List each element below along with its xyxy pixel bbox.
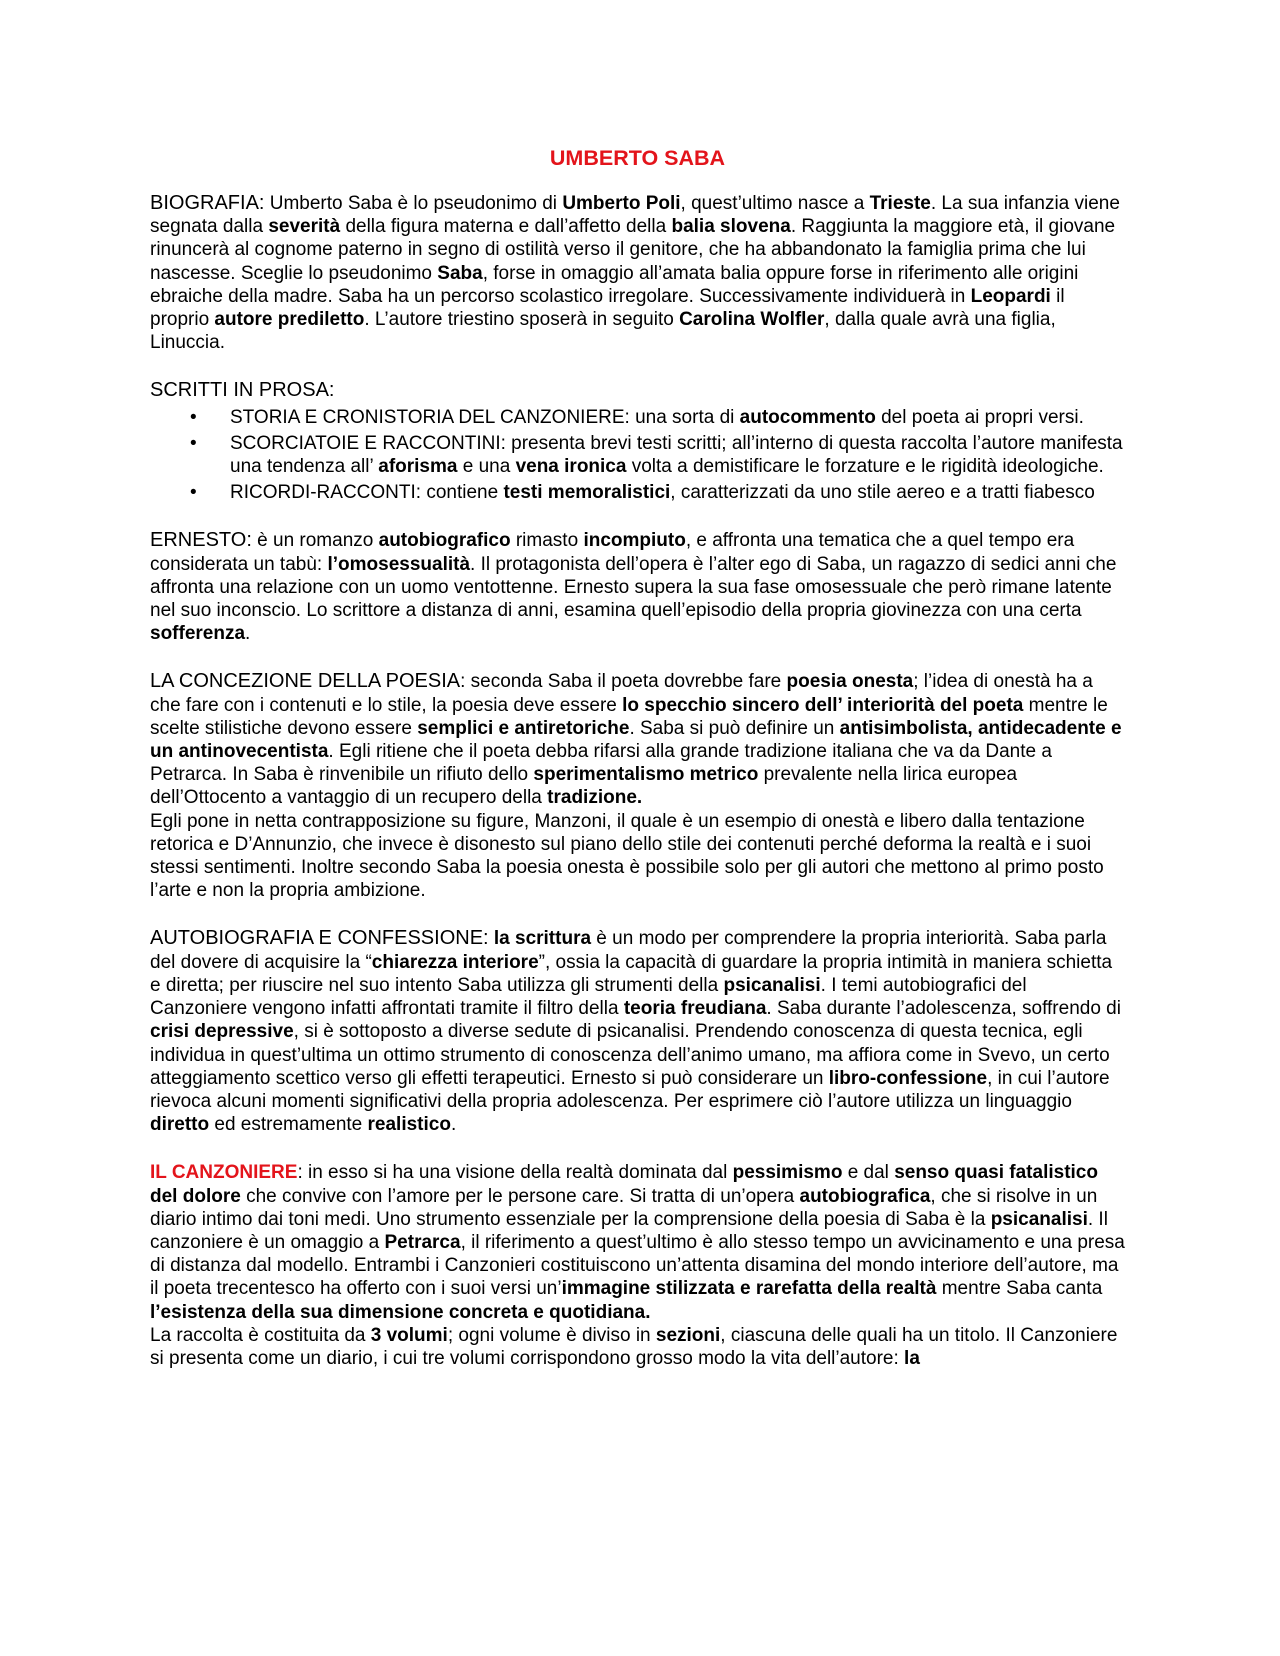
bold-text: incompiuto [583, 530, 686, 552]
bold-text: immagine stilizzata e rarefatta della realtà [561, 1278, 937, 1300]
text-run: . Egli ritiene che il poeta debba rifarsi alla grande tradizione italiana che va da Dante a Petrarca. In Saba è rinvenibile un rifiuto dello [150, 741, 1052, 786]
text-run: del poeta ai propri versi. [875, 406, 1084, 428]
paragraph-ernesto [150, 529, 1125, 645]
bold-text: Leopardi [970, 285, 1051, 307]
bold-text: Trieste [869, 193, 931, 214]
bold-text: l’omosessualità [327, 553, 471, 575]
text-run: volta a demistificare le forzature e le rigidità ideologiche. [626, 456, 1104, 478]
text-run: Egli pone in netta contrapposizione su figure, Manzoni, il quale è un esempio di onestà e libero dalla tentazione retorica e D’Annunzio, che invece è disonesto sul piano dello stile dei contenuti perché deforma la realtà e i suoi stessi sentimenti. Inoltre secondo Saba la poesia onesta è possibile solo per gli autori che mettono al primo posto l’arte e non la propria ambizione. [150, 810, 1104, 902]
list-item-text [230, 433, 1123, 477]
heading-scritti-in-prosa: SCRITTI IN PROSA: [150, 379, 335, 402]
document-title: UMBERTO SABA [549, 146, 726, 170]
list-item-ricordi-racconti [190, 481, 1125, 504]
bold-text: vena ironica [515, 456, 627, 478]
bold-text: Petrarca [384, 1231, 461, 1253]
bold-text: l’esistenza della sua dimensione concreta e quotidiana. [150, 1301, 651, 1323]
text-run: , e affronta una tematica che a quel tempo era considerata un tabù: [150, 530, 1075, 575]
text-run: , forse in omaggio all’amata balia oppure forse in riferimento alle origini ebraiche della madre. Saba ha un percorso scolastico irregolare. Successivamente individuerà in [150, 262, 1079, 307]
document-page [150, 144, 1125, 1370]
text-run: che convive con l’amore per le persone care. Si tratta di un’opera [240, 1185, 800, 1207]
bold-text: autobiografica [799, 1185, 931, 1207]
paragraph-autobiografia-e-confessione [150, 927, 1125, 1136]
bold-text: autobiografico [378, 530, 511, 552]
bold-text: Umberto Poli [562, 193, 681, 214]
paragraph-il-canzoniere [150, 1161, 1125, 1370]
text-run: . Il protagonista dell’opera è l’alter ego di Saba, un ragazzo di sedici anni che affronta una relazione con un uomo ventottenne. Ernesto supera la sua fase omosessuale che però rimane latente nel suo inconscio. Lo scrittore a distanza di anni, esamina quell’episodio della propria giovinezza con una certa [150, 553, 1117, 622]
text-run: SCORCIATOIE E RACCONTINI: presenta brevi testi scritti; all’interno di questa raccolta l’autore manifesta una tendenza all’ [230, 432, 1123, 478]
bold-text: autore prediletto [214, 309, 365, 331]
section-label: AUTOBIOGRAFIA E CONFESSIONE: [150, 927, 489, 950]
bold-text: libro-confessione [828, 1067, 988, 1089]
bold-text: aforisma [378, 456, 458, 478]
bold-text: diretto [150, 1114, 210, 1136]
bold-text: Saba [437, 262, 483, 284]
text-run: . I temi autobiografici del Canzoniere vengono infatti affrontati tramite il filtro della [150, 974, 1027, 1020]
paragraph-biografia [150, 192, 1125, 354]
bold-text: crisi depressive [150, 1021, 294, 1043]
bold-text: realistico [367, 1114, 451, 1136]
bold-text: teoria freudiana [623, 998, 767, 1020]
text-run: . L’autore triestino sposerà in seguito [364, 309, 680, 331]
bold-text: semplici e antiretoriche [417, 717, 630, 739]
bold-text: chiarezza interiore [371, 951, 539, 973]
paragraph-concezione-della-poesia [150, 670, 1125, 902]
section-label: LA CONCEZIONE DELLA POESIA [150, 670, 461, 693]
bold-text: sezioni [655, 1324, 721, 1346]
bold-text: testi memoralistici [503, 482, 671, 504]
text-run: prevalente nella lirica europea dell’Ottocento a vantaggio di un recupero della [150, 764, 1018, 809]
bold-text: psicanalisi [723, 974, 821, 996]
list-item-storia-e-cronistoria [190, 406, 1125, 429]
text-run: : in esso si ha una visione della realtà dominata dal [297, 1162, 733, 1184]
bold-text: la [904, 1347, 920, 1369]
text-run: : seconda Saba il poeta dovrebbe fare [460, 671, 787, 693]
text-run: è un romanzo [251, 530, 379, 552]
text-run: Umberto Saba è lo pseudonimo di [264, 193, 563, 214]
bullet-icon: • [190, 406, 197, 428]
section-label: BIOGRAFIA: [150, 192, 265, 214]
bullet-icon: • [190, 432, 197, 454]
list-scritti-in-prosa [150, 406, 1125, 505]
text-run: è un modo per comprendere la propria interiorità. Saba parla del dovere di acquisire la “ [150, 928, 1107, 973]
text-run: mentre le scelte stilistiche devono essere [150, 694, 1108, 739]
text-run: , caratterizzati da uno stile aereo e a tratti fiabesco [670, 482, 1095, 504]
text-run: della figura materna e dall’affetto della [340, 216, 672, 238]
bold-text: balia slovena [671, 216, 791, 238]
text-run: ; ogni volume è diviso in [447, 1324, 656, 1346]
text-run: . La sua infanzia viene segnata dalla [150, 193, 1120, 238]
text-run: La raccolta è costituita da [150, 1324, 371, 1346]
text-run: STORIA E CRONISTORIA DEL CANZONIERE: una sorta di [230, 406, 740, 428]
text-run: mentre Saba canta [936, 1278, 1103, 1300]
text-run: il proprio [150, 285, 1065, 331]
text-run: . Saba si può definire un [629, 717, 840, 739]
text-run: ed estremamente [209, 1114, 368, 1136]
bold-text: antisimbolista, antidecadente e un antinovecentista [150, 717, 1122, 763]
text-run: . [245, 623, 251, 645]
bold-text: 3 volumi [370, 1324, 448, 1346]
bold-text: sperimentalismo metrico [533, 764, 759, 786]
bold-text: poesia onesta [786, 671, 914, 693]
text-run: , dalla quale avrà una figlia, Linuccia. [150, 309, 1056, 354]
text-run: . [450, 1114, 457, 1136]
bold-text: Carolina Wolfler [679, 309, 825, 331]
text-run: , che si risolve in un diario intimo dai toni medi. Uno strumento essenziale per la comprensione della poesia di Saba è la [150, 1185, 1098, 1230]
bold-text: la scrittura [493, 928, 592, 950]
bold-text: severità [268, 216, 341, 238]
text-run: rimasto [510, 530, 584, 552]
text-run: e una [457, 456, 516, 478]
text-run: . Il canzoniere è un omaggio a [150, 1208, 1108, 1253]
text-run: , il riferimento a quest’ultimo è allo stesso tempo un avvicinamento e una presa di distanza dal modello. Entrambi i Canzonieri costituiscono un’attenta disamina del mondo interiore dell’autore, ma il poeta trecentesco ha offerto con i suoi versi un’ [150, 1231, 1125, 1300]
bullet-icon: • [190, 482, 197, 504]
text-run: . Saba durante l’adolescenza, soffrendo di [766, 998, 1121, 1020]
text-run: ; l’idea di onestà ha a che fare con i contenuti e lo stile, la poesia deve essere [150, 671, 1093, 716]
bold-text: lo specchio sincero dell’ interiorità del poeta [622, 694, 1024, 716]
section-label: ERNESTO: [150, 529, 252, 552]
bold-text: senso quasi fatalistico del dolore [150, 1162, 1098, 1207]
bold-text: autocommento [739, 406, 876, 428]
text-run: , in cui l’autore rievoca alcuni momenti significativi della propria adolescenza. Per esprimere ciò l’autore utilizza un linguaggio [150, 1067, 1110, 1112]
section-label: IL CANZONIERE [150, 1162, 298, 1184]
list-item-text [230, 482, 1095, 503]
bold-text: pessimismo [732, 1162, 843, 1184]
text-run: . Raggiunta la maggiore età, il giovane rinuncerà al cognome paterno in segno di ostilità verso il genitore, che ha abbandonato la famiglia prima che lui nascesse. Sceglie lo pseudonimo [150, 216, 1116, 284]
bold-text: psicanalisi [990, 1208, 1088, 1230]
text-run: , si è sottoposto a diverse sedute di psicanalisi. Prendendo conoscenza di questa tecnica, egli individua in quest’ultima un ottimo strumento di conoscenza dell’animo umano, ma affiora come in Svevo, un certo atteggiamento scettico verso gli effetti terapeutici. Ernesto si può considerare un [150, 1021, 1110, 1089]
text-run: , quest’ultimo nasce a [680, 193, 870, 214]
list-item-text [230, 407, 1084, 428]
text-run: e dal [842, 1162, 895, 1184]
text-run: , ciascuna delle quali ha un titolo. Il Canzoniere si presenta come un diario, i cui tre volumi corrispondono grosso modo la vita dell’autore: [150, 1324, 1118, 1369]
list-item-scorciatoie-e-raccontini [190, 432, 1125, 478]
text-run: RICORDI-RACCONTI: contiene [230, 482, 504, 504]
bold-text: sofferenza [150, 623, 246, 645]
bold-text: tradizione. [547, 787, 643, 809]
text-run: ”, ossia la capacità di guardare la propria intimità in maniera schietta e diretta; per riuscire nel suo intento Saba utilizza gli strumenti della [150, 951, 1113, 996]
